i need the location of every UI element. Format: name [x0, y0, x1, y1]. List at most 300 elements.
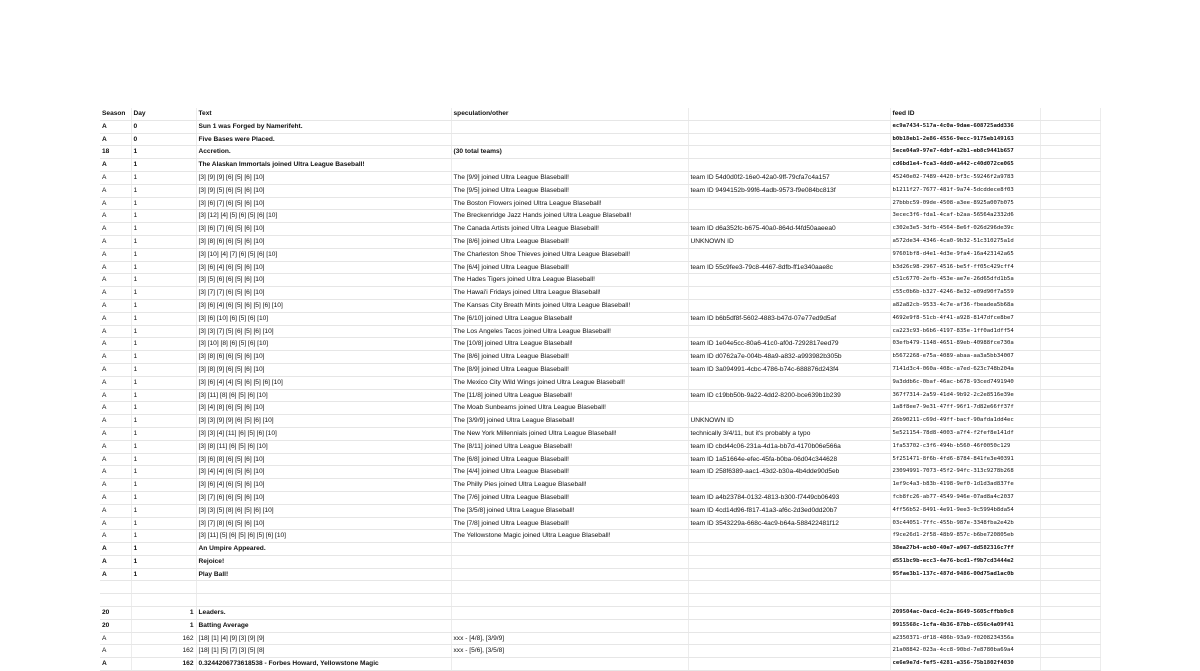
- cell-day[interactable]: 1: [131, 159, 196, 172]
- cell-speculation[interactable]: The [8/6] joined Ultra League Blaseball!: [451, 235, 688, 248]
- header-extra[interactable]: [1040, 108, 1100, 120]
- cell-feed-id[interactable]: a2350371-df18-486b-93a9-f0208234356a: [890, 632, 1040, 645]
- cell-feed-id[interactable]: 4692e9f8-51cb-4f41-a928-8147dfce8be7: [890, 312, 1040, 325]
- cell-text[interactable]: Accretion.: [196, 146, 451, 159]
- cell-speculation[interactable]: The [6/8] joined Ultra League Blaseball!: [451, 453, 688, 466]
- header-season[interactable]: Season: [100, 108, 131, 120]
- cell-extra[interactable]: [1040, 351, 1100, 364]
- cell-text[interactable]: [3] [6] [7] [6] [5] [6] [10]: [196, 223, 451, 236]
- cell-season[interactable]: A: [100, 299, 131, 312]
- cell-speculation[interactable]: [451, 120, 688, 133]
- cell-team-id[interactable]: team ID 3543229a-668c-4ac9-b64a-588422481f12: [688, 517, 890, 530]
- cell-day[interactable]: 1: [131, 376, 196, 389]
- cell-day[interactable]: [131, 594, 196, 607]
- cell-feed-id[interactable]: a82a82cb-9533-4c7e-af36-fbeadea5b68a: [890, 299, 1040, 312]
- cell-extra[interactable]: [1040, 607, 1100, 620]
- cell-season[interactable]: A: [100, 197, 131, 210]
- cell-team-id[interactable]: [688, 146, 890, 159]
- cell-feed-id[interactable]: [890, 581, 1040, 594]
- cell-speculation[interactable]: The [8/9] joined Ultra League Blaseball!: [451, 363, 688, 376]
- cell-text[interactable]: [3] [4] [4] [6] [5] [6] [10]: [196, 466, 451, 479]
- cell-text[interactable]: [3] [3] [7] [5] [6] [5] [6] [10]: [196, 325, 451, 338]
- cell-season[interactable]: [100, 594, 131, 607]
- cell-speculation[interactable]: xxx - [5/6], [3/5/8]: [451, 645, 688, 658]
- cell-team-id[interactable]: technically 3/4/11, but it's probably a typo: [688, 427, 890, 440]
- cell-extra[interactable]: [1040, 530, 1100, 543]
- cell-extra[interactable]: [1040, 415, 1100, 428]
- cell-extra[interactable]: [1040, 389, 1100, 402]
- cell-speculation[interactable]: The Yellowstone Magic joined Ultra League Blaseball!: [451, 530, 688, 543]
- cell-day[interactable]: 1: [131, 184, 196, 197]
- cell-team-id[interactable]: team ID 3a094991-4cbc-4786-b74c-688876d243f4: [688, 363, 890, 376]
- cell-extra[interactable]: [1040, 479, 1100, 492]
- cell-text[interactable]: Five Bases were Placed.: [196, 133, 451, 146]
- cell-extra[interactable]: [1040, 402, 1100, 415]
- cell-speculation[interactable]: The [8/11] joined Ultra League Blaseball!: [451, 440, 688, 453]
- cell-speculation[interactable]: The New York Millennials joined Ultra League Blaseball!: [451, 427, 688, 440]
- cell-speculation[interactable]: [451, 594, 688, 607]
- cell-extra[interactable]: [1040, 184, 1100, 197]
- cell-season[interactable]: A: [100, 274, 131, 287]
- cell-feed-id[interactable]: d551bc9b-ecc3-4e76-bcd1-f9b7cd3444e2: [890, 555, 1040, 568]
- cell-text[interactable]: Play Ball!: [196, 568, 451, 581]
- cell-feed-id[interactable]: 9915568c-1cfa-4b36-87bb-c656c4a09f41: [890, 619, 1040, 632]
- cell-season[interactable]: A: [100, 491, 131, 504]
- cell-text[interactable]: [3] [6] [4] [4] [5] [6] [5] [6] [10]: [196, 376, 451, 389]
- cell-feed-id[interactable]: ca223c93-b6b6-4197-835e-1ff0ad1dff54: [890, 325, 1040, 338]
- cell-day[interactable]: 1: [131, 325, 196, 338]
- cell-speculation[interactable]: [451, 607, 688, 620]
- cell-feed-id[interactable]: 1fa53702-c3f6-494b-b560-46f0050c129: [890, 440, 1040, 453]
- cell-feed-id[interactable]: c302e3e5-3dfb-4564-8e6f-026d296de39c: [890, 223, 1040, 236]
- cell-speculation[interactable]: The [11/8] joined Ultra League Blaseball!: [451, 389, 688, 402]
- cell-team-id[interactable]: [688, 568, 890, 581]
- cell-day[interactable]: 1: [131, 274, 196, 287]
- cell-team-id[interactable]: [688, 530, 890, 543]
- cell-text[interactable]: [3] [5] [6] [6] [5] [6] [10]: [196, 274, 451, 287]
- cell-speculation[interactable]: The [3/5/8] joined Ultra League Blaseball!: [451, 504, 688, 517]
- cell-season[interactable]: A: [100, 325, 131, 338]
- cell-speculation[interactable]: The Kansas City Breath Mints joined Ultra League Blaseball!: [451, 299, 688, 312]
- cell-season[interactable]: A: [100, 261, 131, 274]
- cell-day[interactable]: 1: [131, 543, 196, 556]
- cell-extra[interactable]: [1040, 427, 1100, 440]
- cell-speculation[interactable]: The Hawai'i Fridays joined Ultra League Blaseball!: [451, 287, 688, 300]
- cell-speculation[interactable]: The [4/4] joined Ultra League Blaseball!: [451, 466, 688, 479]
- cell-extra[interactable]: [1040, 491, 1100, 504]
- cell-feed-id[interactable]: 7141d3c4-060a-408c-a7ed-623c748b204a: [890, 363, 1040, 376]
- cell-text[interactable]: [3] [9] [5] [6] [5] [6] [10]: [196, 184, 451, 197]
- cell-speculation[interactable]: The [6/10] joined Ultra League Blaseball!: [451, 312, 688, 325]
- cell-speculation[interactable]: [451, 543, 688, 556]
- cell-team-id[interactable]: team ID 1a51664e-efec-45fa-b0ba-06d04c344628: [688, 453, 890, 466]
- cell-day[interactable]: 1: [131, 351, 196, 364]
- cell-season[interactable]: 20: [100, 607, 131, 620]
- cell-season[interactable]: A: [100, 415, 131, 428]
- cell-extra[interactable]: [1040, 466, 1100, 479]
- cell-day[interactable]: 1: [131, 146, 196, 159]
- cell-speculation[interactable]: [451, 133, 688, 146]
- cell-speculation[interactable]: The Mexico City Wild Wings joined Ultra League Blaseball!: [451, 376, 688, 389]
- cell-feed-id[interactable]: b5672268-e75a-4089-abaa-aa3a5bb34007: [890, 351, 1040, 364]
- cell-speculation[interactable]: (30 total teams): [451, 146, 688, 159]
- cell-feed-id[interactable]: 03c44051-7ffc-455b-987e-3348fba2e42b: [890, 517, 1040, 530]
- cell-extra[interactable]: [1040, 363, 1100, 376]
- cell-team-id[interactable]: [688, 658, 890, 671]
- cell-day[interactable]: 1: [131, 261, 196, 274]
- cell-extra[interactable]: [1040, 299, 1100, 312]
- cell-feed-id[interactable]: 4ff56b52-8491-4e91-9ee3-9c5994b8da54: [890, 504, 1040, 517]
- cell-day[interactable]: 1: [131, 210, 196, 223]
- cell-season[interactable]: A: [100, 351, 131, 364]
- header-team-id[interactable]: [688, 108, 890, 120]
- cell-day[interactable]: 1: [131, 517, 196, 530]
- cell-feed-id[interactable]: c51c6770-2efb-453e-ae7e-26d65dfd1b5a: [890, 274, 1040, 287]
- cell-text[interactable]: [196, 581, 451, 594]
- cell-text[interactable]: [3] [10] [8] [6] [5] [6] [10]: [196, 338, 451, 351]
- cell-feed-id[interactable]: ec9a7434-517a-4c0a-9dae-608725add336: [890, 120, 1040, 133]
- cell-team-id[interactable]: [688, 299, 890, 312]
- cell-extra[interactable]: [1040, 440, 1100, 453]
- cell-day[interactable]: 1: [131, 363, 196, 376]
- cell-speculation[interactable]: The Moab Sunbeams joined Ultra League Blaseball!: [451, 402, 688, 415]
- cell-text[interactable]: [3] [12] [4] [5] [6] [5] [6] [10]: [196, 210, 451, 223]
- cell-speculation[interactable]: The [6/4] joined Ultra League Blaseball!: [451, 261, 688, 274]
- cell-season[interactable]: A: [100, 632, 131, 645]
- cell-season[interactable]: A: [100, 248, 131, 261]
- cell-speculation[interactable]: [451, 658, 688, 671]
- cell-day[interactable]: 162: [131, 645, 196, 658]
- cell-season[interactable]: A: [100, 312, 131, 325]
- cell-day[interactable]: 1: [131, 530, 196, 543]
- cell-season[interactable]: A: [100, 453, 131, 466]
- cell-speculation[interactable]: [451, 581, 688, 594]
- cell-team-id[interactable]: [688, 479, 890, 492]
- cell-text[interactable]: [3] [11] [5] [6] [5] [6] [5] [6] [10]: [196, 530, 451, 543]
- cell-speculation[interactable]: The Los Angeles Tacos joined Ultra League Blaseball!: [451, 325, 688, 338]
- cell-team-id[interactable]: team ID 54d0d0f2-16e0-42a0-9ff-79cfa7c4a157: [688, 171, 890, 184]
- cell-season[interactable]: A: [100, 159, 131, 172]
- cell-team-id[interactable]: team ID 258f6389-aac1-43d2-b30a-4b4dde90d5eb: [688, 466, 890, 479]
- cell-day[interactable]: 162: [131, 632, 196, 645]
- cell-speculation[interactable]: [451, 159, 688, 172]
- cell-feed-id[interactable]: 5e521154-78d8-4003-a7f4-f2fef8e141df: [890, 427, 1040, 440]
- cell-team-id[interactable]: [688, 632, 890, 645]
- cell-day[interactable]: 1: [131, 427, 196, 440]
- cell-extra[interactable]: [1040, 645, 1100, 658]
- cell-text[interactable]: [3] [7] [6] [6] [5] [6] [10]: [196, 491, 451, 504]
- cell-extra[interactable]: [1040, 197, 1100, 210]
- cell-text[interactable]: [3] [8] [6] [6] [5] [6] [10]: [196, 235, 451, 248]
- cell-extra[interactable]: [1040, 120, 1100, 133]
- cell-season[interactable]: A: [100, 133, 131, 146]
- cell-team-id[interactable]: [688, 325, 890, 338]
- cell-season[interactable]: A: [100, 338, 131, 351]
- cell-season[interactable]: A: [100, 235, 131, 248]
- cell-day[interactable]: 1: [131, 235, 196, 248]
- cell-team-id[interactable]: [688, 376, 890, 389]
- cell-extra[interactable]: [1040, 274, 1100, 287]
- cell-day[interactable]: 1: [131, 504, 196, 517]
- cell-season[interactable]: A: [100, 555, 131, 568]
- cell-text[interactable]: [3] [6] [10] [6] [5] [6] [10]: [196, 312, 451, 325]
- cell-speculation[interactable]: The Breckenridge Jazz Hands joined Ultra League Blaseball!: [451, 210, 688, 223]
- cell-day[interactable]: 1: [131, 223, 196, 236]
- cell-season[interactable]: A: [100, 466, 131, 479]
- cell-speculation[interactable]: [451, 619, 688, 632]
- cell-text[interactable]: [18] [1] [5] [7] [3] [5] [8]: [196, 645, 451, 658]
- cell-team-id[interactable]: team ID d6a352fc-b675-40a0-864d-f4fd50aaeea0: [688, 223, 890, 236]
- cell-team-id[interactable]: [688, 159, 890, 172]
- cell-season[interactable]: A: [100, 530, 131, 543]
- cell-speculation[interactable]: [451, 555, 688, 568]
- cell-feed-id[interactable]: 209504ac-0acd-4c2a-8649-5605cffbb9c8: [890, 607, 1040, 620]
- cell-feed-id[interactable]: 1a8f8ee7-9e31-47ff-96f1-7d82e66ff37f: [890, 402, 1040, 415]
- cell-extra[interactable]: [1040, 619, 1100, 632]
- cell-team-id[interactable]: [688, 555, 890, 568]
- cell-extra[interactable]: [1040, 453, 1100, 466]
- cell-text[interactable]: The Alaskan Immortals joined Ultra League Baseball!: [196, 159, 451, 172]
- cell-season[interactable]: A: [100, 184, 131, 197]
- cell-text[interactable]: [3] [8] [6] [6] [5] [6] [10]: [196, 351, 451, 364]
- cell-team-id[interactable]: team ID 9494152b-99f6-4adb-9573-f9e084bc813f: [688, 184, 890, 197]
- cell-extra[interactable]: [1040, 287, 1100, 300]
- cell-extra[interactable]: [1040, 235, 1100, 248]
- cell-text[interactable]: [3] [10] [4] [7] [6] [5] [6] [10]: [196, 248, 451, 261]
- cell-day[interactable]: 1: [131, 453, 196, 466]
- cell-extra[interactable]: [1040, 210, 1100, 223]
- cell-day[interactable]: 1: [131, 491, 196, 504]
- cell-season[interactable]: 20: [100, 619, 131, 632]
- cell-season[interactable]: A: [100, 543, 131, 556]
- cell-text[interactable]: [3] [8] [9] [6] [5] [6] [10]: [196, 363, 451, 376]
- cell-speculation[interactable]: The [3/9/9] joined Ultra League Blaseball!: [451, 415, 688, 428]
- cell-text[interactable]: [3] [7] [8] [6] [5] [6] [10]: [196, 517, 451, 530]
- cell-text[interactable]: [3] [3] [4] [11] [6] [5] [6] [10]: [196, 427, 451, 440]
- cell-extra[interactable]: [1040, 658, 1100, 671]
- cell-speculation[interactable]: The Charleston Shoe Thieves joined Ultra League Blaseball!: [451, 248, 688, 261]
- cell-day[interactable]: 1: [131, 568, 196, 581]
- cell-team-id[interactable]: [688, 543, 890, 556]
- cell-text[interactable]: An Umpire Appeared.: [196, 543, 451, 556]
- cell-feed-id[interactable]: 1ef9c4a3-b83b-4198-9ef0-1d1d3ad837fe: [890, 479, 1040, 492]
- cell-feed-id[interactable]: b1211f27-7677-481f-9a74-5dcddece8f03: [890, 184, 1040, 197]
- cell-feed-id[interactable]: 97601bf8-d4e1-4d3e-9fa4-16a423142a65: [890, 248, 1040, 261]
- cell-season[interactable]: A: [100, 517, 131, 530]
- cell-team-id[interactable]: UNKNOWN ID: [688, 415, 890, 428]
- cell-day[interactable]: 1: [131, 248, 196, 261]
- cell-feed-id[interactable]: b3d26c98-2967-4516-be5f-ff05c429cff4: [890, 261, 1040, 274]
- cell-extra[interactable]: [1040, 159, 1100, 172]
- cell-day[interactable]: [131, 581, 196, 594]
- cell-speculation[interactable]: The Hades Tigers joined Ultra League Blaseball!: [451, 274, 688, 287]
- cell-day[interactable]: 1: [131, 466, 196, 479]
- cell-day[interactable]: 1: [131, 389, 196, 402]
- cell-season[interactable]: 18: [100, 146, 131, 159]
- cell-feed-id[interactable]: fcb8fc26-ab77-4549-946e-07ad8a4c2037: [890, 491, 1040, 504]
- cell-speculation[interactable]: The Boston Flowers joined Ultra League Blaseball!: [451, 197, 688, 210]
- cell-text[interactable]: [3] [6] [7] [6] [5] [6] [10]: [196, 197, 451, 210]
- cell-day[interactable]: 1: [131, 299, 196, 312]
- cell-team-id[interactable]: team ID cbd44c06-231a-4d1a-bb7d-4170b06e566a: [688, 440, 890, 453]
- cell-team-id[interactable]: team ID 1e04e5cc-80a6-41c0-af0d-7292817eed79: [688, 338, 890, 351]
- cell-extra[interactable]: [1040, 171, 1100, 184]
- cell-text[interactable]: [3] [3] [5] [8] [6] [5] [6] [10]: [196, 504, 451, 517]
- cell-day[interactable]: 1: [131, 171, 196, 184]
- cell-team-id[interactable]: [688, 287, 890, 300]
- cell-team-id[interactable]: [688, 645, 890, 658]
- cell-feed-id[interactable]: 38ea27b4-acb0-40e7-a967-dd582316c7ff: [890, 543, 1040, 556]
- cell-team-id[interactable]: [688, 210, 890, 223]
- cell-season[interactable]: A: [100, 376, 131, 389]
- cell-season[interactable]: A: [100, 427, 131, 440]
- cell-text[interactable]: [18] [1] [4] [9] [3] [9] [9]: [196, 632, 451, 645]
- cell-speculation[interactable]: The [9/9] joined Ultra League Blaseball!: [451, 171, 688, 184]
- cell-day[interactable]: 1: [131, 440, 196, 453]
- cell-speculation[interactable]: The [9/5] joined Ultra League Blaseball!: [451, 184, 688, 197]
- cell-text[interactable]: [196, 594, 451, 607]
- cell-team-id[interactable]: [688, 248, 890, 261]
- cell-day[interactable]: 1: [131, 402, 196, 415]
- cell-feed-id[interactable]: 5f251471-8f6b-4fd6-8784-841fe3e40391: [890, 453, 1040, 466]
- cell-day[interactable]: 1: [131, 555, 196, 568]
- cell-team-id[interactable]: [688, 594, 890, 607]
- cell-day[interactable]: 1: [131, 415, 196, 428]
- cell-text[interactable]: [3] [6] [4] [6] [5] [6] [10]: [196, 261, 451, 274]
- cell-day[interactable]: 0: [131, 120, 196, 133]
- cell-season[interactable]: A: [100, 223, 131, 236]
- cell-day[interactable]: 162: [131, 658, 196, 671]
- cell-text[interactable]: Batting Average: [196, 619, 451, 632]
- header-feed-id[interactable]: feed ID: [890, 108, 1040, 120]
- cell-season[interactable]: [100, 581, 131, 594]
- cell-feed-id[interactable]: 5ece04a9-97e7-4dbf-a2b1-eb8c9441b657: [890, 146, 1040, 159]
- cell-team-id[interactable]: team ID 55c9fee3-79c8-4467-8dfb-ff1e340aae8c: [688, 261, 890, 274]
- cell-team-id[interactable]: [688, 197, 890, 210]
- cell-team-id[interactable]: team ID c19bb50b-9a22-4dd2-8200-bce639b1b239: [688, 389, 890, 402]
- cell-extra[interactable]: [1040, 325, 1100, 338]
- cell-speculation[interactable]: [451, 568, 688, 581]
- cell-season[interactable]: A: [100, 120, 131, 133]
- cell-team-id[interactable]: [688, 120, 890, 133]
- cell-extra[interactable]: [1040, 517, 1100, 530]
- cell-feed-id[interactable]: c55c0b6b-b327-4246-8e32-e09d90f7a559: [890, 287, 1040, 300]
- cell-extra[interactable]: [1040, 248, 1100, 261]
- cell-text[interactable]: [3] [8] [11] [6] [5] [6] [10]: [196, 440, 451, 453]
- cell-season[interactable]: A: [100, 363, 131, 376]
- cell-team-id[interactable]: [688, 133, 890, 146]
- cell-text[interactable]: [3] [3] [9] [9] [6] [5] [6] [10]: [196, 415, 451, 428]
- cell-speculation[interactable]: xxx - [4/8], [3/9/9]: [451, 632, 688, 645]
- cell-team-id[interactable]: team ID 4cd14d96-f817-41a3-af6c-2d3ed0dd20b7: [688, 504, 890, 517]
- cell-feed-id[interactable]: b0b18eb1-2e86-4556-9ecc-9175eb149163: [890, 133, 1040, 146]
- cell-day[interactable]: 1: [131, 338, 196, 351]
- cell-feed-id[interactable]: 9a3ddb6c-0baf-46ac-b678-93ced7491940: [890, 376, 1040, 389]
- cell-extra[interactable]: [1040, 312, 1100, 325]
- cell-speculation[interactable]: The Philly Pies joined Ultra League Blaseball!: [451, 479, 688, 492]
- cell-feed-id[interactable]: cd6bd1e4-fca3-4dd0-a442-c40d072ce065: [890, 159, 1040, 172]
- cell-extra[interactable]: [1040, 555, 1100, 568]
- cell-season[interactable]: A: [100, 402, 131, 415]
- cell-extra[interactable]: [1040, 133, 1100, 146]
- cell-text[interactable]: [3] [4] [8] [6] [5] [6] [10]: [196, 402, 451, 415]
- cell-season[interactable]: A: [100, 287, 131, 300]
- cell-feed-id[interactable]: 45240e02-7489-4420-bf3c-59246f2a9783: [890, 171, 1040, 184]
- cell-day[interactable]: 1: [131, 312, 196, 325]
- cell-day[interactable]: 1: [131, 197, 196, 210]
- cell-season[interactable]: A: [100, 171, 131, 184]
- cell-extra[interactable]: [1040, 581, 1100, 594]
- cell-text[interactable]: [3] [7] [7] [6] [5] [6] [10]: [196, 287, 451, 300]
- cell-extra[interactable]: [1040, 146, 1100, 159]
- cell-team-id[interactable]: [688, 274, 890, 287]
- cell-text[interactable]: [3] [6] [4] [6] [5] [6] [10]: [196, 479, 451, 492]
- cell-day[interactable]: 1: [131, 479, 196, 492]
- cell-feed-id[interactable]: 27bbbc59-09de-4508-a3ee-8925a007b075: [890, 197, 1040, 210]
- cell-text[interactable]: Sun 1 was Forged by Namerifeht.: [196, 120, 451, 133]
- cell-text[interactable]: [3] [6] [8] [6] [5] [6] [10]: [196, 453, 451, 466]
- cell-feed-id[interactable]: 95fae3b1-137c-487d-9486-00d75ad1ac0b: [890, 568, 1040, 581]
- cell-season[interactable]: A: [100, 504, 131, 517]
- cell-team-id[interactable]: [688, 607, 890, 620]
- cell-feed-id[interactable]: 3ecec3f6-fda1-4caf-b2aa-56564a2332d6: [890, 210, 1040, 223]
- cell-text[interactable]: 0.3244206773618538 - Forbes Howard, Yellowstone Magic: [196, 658, 451, 671]
- cell-team-id[interactable]: team ID a4b23784-0132-4813-b300-f7449cb06493: [688, 491, 890, 504]
- cell-extra[interactable]: [1040, 543, 1100, 556]
- cell-day[interactable]: 1: [131, 287, 196, 300]
- cell-speculation[interactable]: The [7/6] joined Ultra League Blaseball!: [451, 491, 688, 504]
- cell-day[interactable]: 1: [131, 619, 196, 632]
- cell-extra[interactable]: [1040, 223, 1100, 236]
- cell-feed-id[interactable]: a572de34-4346-4ca0-9b32-51c310275a1d: [890, 235, 1040, 248]
- cell-season[interactable]: A: [100, 210, 131, 223]
- header-text[interactable]: Text: [196, 108, 451, 120]
- cell-season[interactable]: A: [100, 440, 131, 453]
- cell-team-id[interactable]: [688, 581, 890, 594]
- cell-season[interactable]: A: [100, 658, 131, 671]
- cell-extra[interactable]: [1040, 261, 1100, 274]
- cell-speculation[interactable]: The [7/8] joined Ultra League Blaseball!: [451, 517, 688, 530]
- cell-season[interactable]: A: [100, 389, 131, 402]
- cell-text[interactable]: Leaders.: [196, 607, 451, 620]
- cell-team-id[interactable]: UNKNOWN ID: [688, 235, 890, 248]
- cell-speculation[interactable]: The Canada Artists joined Ultra League Blaseball!: [451, 223, 688, 236]
- cell-feed-id[interactable]: 26b90211-c69d-49ff-bacf-90afda1dd4ec: [890, 415, 1040, 428]
- cell-text[interactable]: Rejoice!: [196, 555, 451, 568]
- cell-season[interactable]: A: [100, 645, 131, 658]
- cell-text[interactable]: [3] [6] [4] [6] [5] [6] [5] [6] [10]: [196, 299, 451, 312]
- cell-day[interactable]: 1: [131, 607, 196, 620]
- cell-text[interactable]: [3] [11] [8] [6] [5] [6] [10]: [196, 389, 451, 402]
- cell-speculation[interactable]: The [10/8] joined Ultra League Blaseball!: [451, 338, 688, 351]
- cell-team-id[interactable]: [688, 619, 890, 632]
- cell-team-id[interactable]: team ID d0762a7e-004b-48a9-a832-a993982b305b: [688, 351, 890, 364]
- cell-feed-id[interactable]: 03efb479-1148-4651-89eb-40988fce730a: [890, 338, 1040, 351]
- cell-feed-id[interactable]: ce6e9e7d-fef5-4281-a356-75b1802f4030: [890, 658, 1040, 671]
- cell-extra[interactable]: [1040, 594, 1100, 607]
- cell-feed-id[interactable]: [890, 594, 1040, 607]
- cell-extra[interactable]: [1040, 338, 1100, 351]
- cell-extra[interactable]: [1040, 504, 1100, 517]
- cell-text[interactable]: [3] [9] [9] [6] [5] [6] [10]: [196, 171, 451, 184]
- cell-speculation[interactable]: The [8/6] joined Ultra League Blaseball!: [451, 351, 688, 364]
- cell-feed-id[interactable]: 23094991-7073-45f2-94fc-313c9278b268: [890, 466, 1040, 479]
- cell-season[interactable]: A: [100, 568, 131, 581]
- cell-feed-id[interactable]: f9ce26d1-2f58-48b9-857c-b6be720805eb: [890, 530, 1040, 543]
- cell-extra[interactable]: [1040, 376, 1100, 389]
- cell-team-id[interactable]: team ID b6b5df8f-5602-4883-b47d-07e77ed9d5af: [688, 312, 890, 325]
- cell-extra[interactable]: [1040, 568, 1100, 581]
